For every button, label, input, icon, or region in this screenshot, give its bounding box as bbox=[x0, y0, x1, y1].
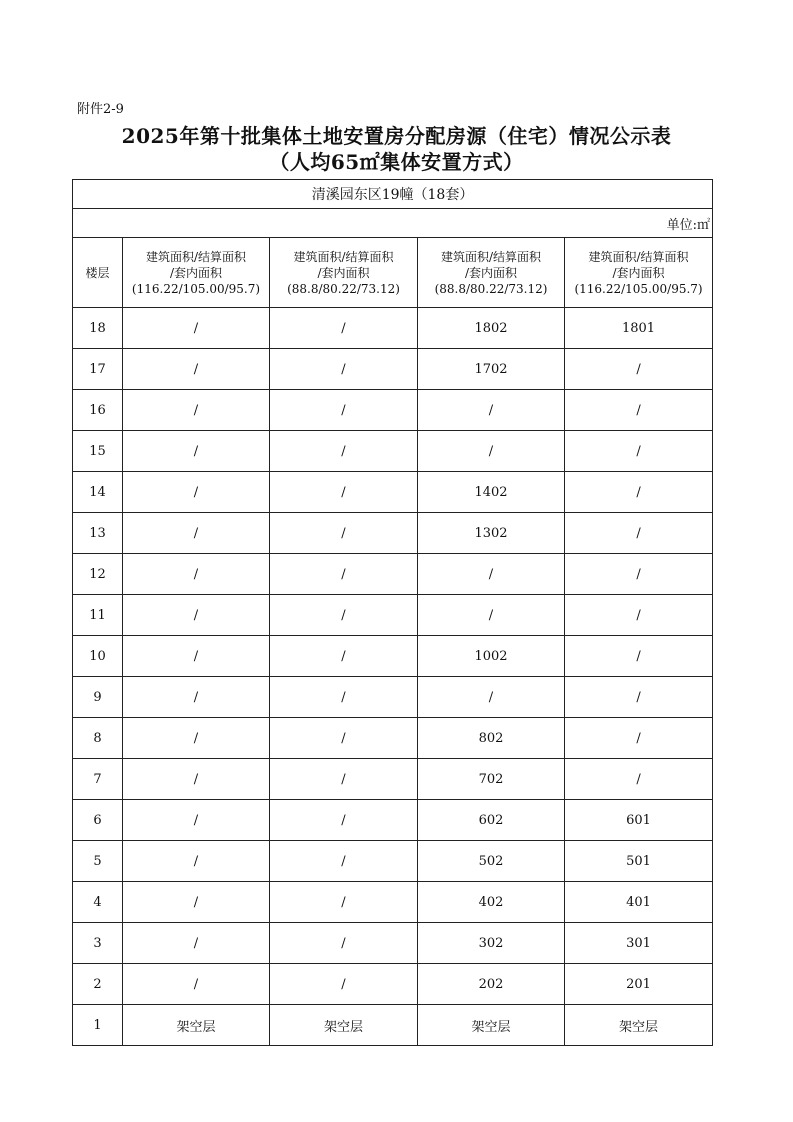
unit-cell: / bbox=[270, 964, 418, 1005]
unit-cell: 802 bbox=[418, 718, 565, 759]
allocation-table bbox=[72, 179, 713, 1046]
header-col-2 bbox=[270, 238, 418, 308]
unit-cell: / bbox=[270, 390, 418, 431]
unit-cell: 1702 bbox=[418, 349, 565, 390]
unit-cell: / bbox=[270, 882, 418, 923]
unit-cell: / bbox=[123, 841, 270, 882]
table-row bbox=[73, 677, 713, 718]
unit-cell: / bbox=[123, 677, 270, 718]
table-row bbox=[73, 308, 713, 349]
table-row bbox=[73, 841, 713, 882]
floor-cell: 11 bbox=[73, 595, 123, 636]
header-col-1-line3: (116.22/105.00/95.7) bbox=[131, 281, 261, 296]
table-row bbox=[73, 759, 713, 800]
unit-cell: / bbox=[565, 677, 713, 718]
unit-cell: 501 bbox=[565, 841, 713, 882]
unit-cell: / bbox=[270, 431, 418, 472]
unit-cell: / bbox=[270, 677, 418, 718]
table-row bbox=[73, 923, 713, 964]
unit-cell: / bbox=[565, 759, 713, 800]
table-row bbox=[73, 431, 713, 472]
unit-cell: 1801 bbox=[565, 308, 713, 349]
unit-cell: / bbox=[565, 636, 713, 677]
header-col-4-line3: (116.22/105.00/95.7) bbox=[574, 281, 703, 296]
table-row bbox=[73, 964, 713, 1005]
unit-cell: / bbox=[270, 923, 418, 964]
unit-cell: 1402 bbox=[418, 472, 565, 513]
unit-cell: / bbox=[123, 800, 270, 841]
floor-cell: 13 bbox=[73, 513, 123, 554]
attachment-label: 附件2-9 bbox=[77, 102, 124, 117]
unit-cell: / bbox=[270, 308, 418, 349]
unit-cell: / bbox=[270, 718, 418, 759]
header-col-2-line2: /套内面积 bbox=[317, 265, 370, 280]
unit-cell: 架空层 bbox=[123, 1005, 270, 1046]
table-row bbox=[73, 595, 713, 636]
unit-cell: 702 bbox=[418, 759, 565, 800]
unit-cell: / bbox=[565, 349, 713, 390]
header-row bbox=[73, 238, 713, 308]
unit-cell: 302 bbox=[418, 923, 565, 964]
unit-cell: / bbox=[565, 390, 713, 431]
unit-cell: / bbox=[565, 595, 713, 636]
unit-cell: / bbox=[123, 390, 270, 431]
unit-cell: / bbox=[270, 841, 418, 882]
floor-cell: 2 bbox=[73, 964, 123, 1005]
unit-cell: / bbox=[270, 513, 418, 554]
unit-cell: / bbox=[123, 472, 270, 513]
unit-cell: 1802 bbox=[418, 308, 565, 349]
unit-cell: / bbox=[123, 513, 270, 554]
header-col-3-line1: 建筑面积/结算面积 bbox=[440, 249, 542, 264]
unit-cell: / bbox=[123, 882, 270, 923]
floor-cell: 4 bbox=[73, 882, 123, 923]
unit-cell: / bbox=[270, 595, 418, 636]
unit-cell: / bbox=[418, 431, 565, 472]
unit-cell: / bbox=[123, 554, 270, 595]
unit-cell: / bbox=[123, 718, 270, 759]
table-row bbox=[73, 349, 713, 390]
unit-cell: / bbox=[418, 595, 565, 636]
unit-cell: / bbox=[123, 923, 270, 964]
floor-cell: 15 bbox=[73, 431, 123, 472]
unit-cell: / bbox=[270, 636, 418, 677]
unit-cell: / bbox=[565, 718, 713, 759]
table-row bbox=[73, 1005, 713, 1046]
unit-cell: / bbox=[565, 431, 713, 472]
unit-cell: / bbox=[123, 431, 270, 472]
unit-cell: 401 bbox=[565, 882, 713, 923]
unit-cell: / bbox=[565, 472, 713, 513]
floor-cell: 7 bbox=[73, 759, 123, 800]
unit-cell: 架空层 bbox=[565, 1005, 713, 1046]
floor-cell: 16 bbox=[73, 390, 123, 431]
header-col-4-line1: 建筑面积/结算面积 bbox=[588, 249, 689, 264]
unit-cell: / bbox=[270, 472, 418, 513]
unit-cell: 201 bbox=[565, 964, 713, 1005]
unit-cell: / bbox=[270, 759, 418, 800]
floor-cell: 14 bbox=[73, 472, 123, 513]
table-row bbox=[73, 472, 713, 513]
unit-cell: / bbox=[123, 308, 270, 349]
table-row bbox=[73, 513, 713, 554]
header-col-3 bbox=[418, 238, 565, 308]
floor-cell: 12 bbox=[73, 554, 123, 595]
floor-cell: 18 bbox=[73, 308, 123, 349]
floor-cell: 10 bbox=[73, 636, 123, 677]
unit-cell: / bbox=[270, 800, 418, 841]
floor-cell: 17 bbox=[73, 349, 123, 390]
header-col-3-line3: (88.8/80.22/73.12) bbox=[434, 281, 548, 296]
unit-cell: / bbox=[270, 554, 418, 595]
unit-cell: / bbox=[565, 513, 713, 554]
unit-cell: 架空层 bbox=[418, 1005, 565, 1046]
header-col-2-line3: (88.8/80.22/73.12) bbox=[287, 281, 400, 296]
unit-cell: / bbox=[123, 636, 270, 677]
floor-cell: 1 bbox=[73, 1005, 123, 1046]
floor-cell: 6 bbox=[73, 800, 123, 841]
unit-cell: / bbox=[270, 349, 418, 390]
document-title: 2025年第十批集体土地安置房分配房源（住宅）情况公示表 bbox=[121, 124, 672, 148]
table-row bbox=[73, 636, 713, 677]
unit-cell: 602 bbox=[418, 800, 565, 841]
unit-cell: 502 bbox=[418, 841, 565, 882]
unit-cell: / bbox=[123, 964, 270, 1005]
unit-cell: 301 bbox=[565, 923, 713, 964]
unit-cell: 架空层 bbox=[270, 1005, 418, 1046]
unit-cell: / bbox=[418, 677, 565, 718]
floor-cell: 3 bbox=[73, 923, 123, 964]
table-row bbox=[73, 390, 713, 431]
unit-cell: / bbox=[123, 349, 270, 390]
unit-cell: / bbox=[123, 595, 270, 636]
unit-label: 单位:㎡ bbox=[73, 209, 713, 238]
header-col-3-line2: /套内面积 bbox=[464, 265, 518, 280]
header-col-2-line1: 建筑面积/结算面积 bbox=[293, 249, 394, 264]
header-col-4-line2: /套内面积 bbox=[612, 265, 665, 280]
floor-cell: 8 bbox=[73, 718, 123, 759]
header-floor: 楼层 bbox=[73, 238, 123, 308]
unit-cell: / bbox=[418, 554, 565, 595]
unit-cell: 202 bbox=[418, 964, 565, 1005]
header-col-1-line1: 建筑面积/结算面积 bbox=[145, 249, 247, 264]
unit-cell: 1002 bbox=[418, 636, 565, 677]
unit-cell: 1302 bbox=[418, 513, 565, 554]
header-col-4 bbox=[565, 238, 713, 308]
unit-cell: 402 bbox=[418, 882, 565, 923]
unit-cell: / bbox=[123, 759, 270, 800]
header-col-1 bbox=[123, 238, 270, 308]
table-row bbox=[73, 800, 713, 841]
block-name: 清溪园东区19幢（18套） bbox=[73, 180, 713, 209]
unit-cell: / bbox=[565, 554, 713, 595]
unit-cell: / bbox=[418, 390, 565, 431]
table-row bbox=[73, 882, 713, 923]
table-row bbox=[73, 718, 713, 759]
header-col-1-line2: /套内面积 bbox=[169, 265, 223, 280]
table-row bbox=[73, 554, 713, 595]
floor-cell: 9 bbox=[73, 677, 123, 718]
floor-cell: 5 bbox=[73, 841, 123, 882]
unit-cell: 601 bbox=[565, 800, 713, 841]
document-subtitle: （人均65㎡集体安置方式） bbox=[269, 150, 524, 174]
